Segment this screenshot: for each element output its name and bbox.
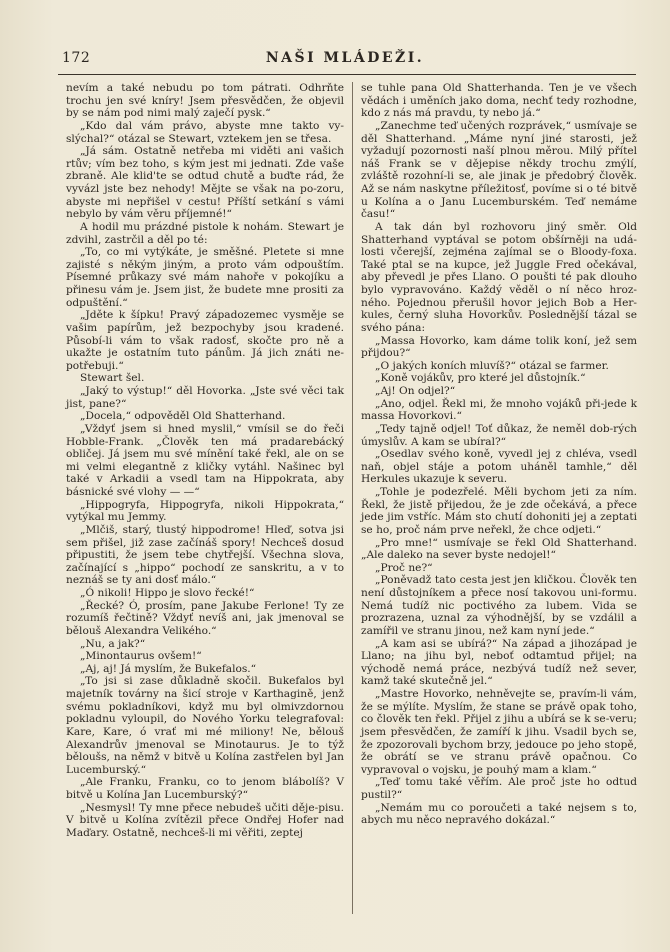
paragraph: „Řecké? Ó, prosím, pane Jakube Ferlone! Ty ze rozumíš řečtině? Vždyť nevíš ani, jak jmenoval se bělouš Alexandra Velikého.“ xyxy=(66,599,344,637)
paragraph: A tak dán byl rozhovoru jiný směr. Old Shatterhand vyptával se potom obšírněji na udá-losti včerejší, zejména zajímal se o Bloody-foxa. Také ptal se na kupce, jež Juggle Fred očekával, aby převedl je přes Llano. O poušti té pak dlouho bylo vypravováno. Každý věděl o ní něco hroz-ného. Pojednou přerušil hovor jejich Bob a Her-kules, černý sluha Hovorkův. Poslednější tázal se svého pána: xyxy=(361,220,637,334)
paragraph: Stewart šel. xyxy=(80,372,145,385)
paragraph: „Já sám. Ostatně netřeba mi viděti ani vašich rtův; vím bez toho, s kým jest mi jednati. Zde vaše zbraně. Ale klid'te se odtud chutě a buďte rád, že vyvázl jste bez nehody! Mějte se však na po-zoru, abyste mi nepřišel v cestu! Příští setkání s vámi nebylo by vám věru příjemné!“ xyxy=(66,145,344,221)
paragraph: „Nesmysl! Ty mne přece nebudeš učiti děje-pisu. V bitvě u Kolína zvítězil přece Ondřej Hofer nad Maďary. Ostatně, nechceš-li mi věřiti, zeptej xyxy=(66,801,344,839)
paragraph: „Ó nikoli! Hippo je slovo řecké!“ xyxy=(80,587,255,599)
paragraph: „Teď tomu také věřím. Ale proč jste ho odtud pustil?“ xyxy=(361,776,637,801)
paragraph: „Tedy tajně odjel! Toť důkaz, že neměl dob-rých úmyslův. A kam se ubíral?“ xyxy=(361,422,637,448)
paragraph: „Proč ne?“ xyxy=(375,561,433,574)
paragraph: „A kam asi se ubírá?“ Na západ a jihozápad je Llano; na jihu byl, neboť odtamtud přijel; na východě nemá práce, nezbývá tudíž než sever, kamž také skutečně jel.“ xyxy=(361,637,637,688)
paragraph: „Tohle je podezřelé. Měli bychom jeti za ním. Řekl, že jistě přijedou, že je zde očekává, a přece jede jim vstříc. Mám sto chutí dohoniti jej a zeptati se ho, proč nám prve neřekl, že chce odjeti.“ xyxy=(361,486,637,536)
right-column xyxy=(361,82,637,827)
paragraph: „Ano, odjel. Řekl mi, že mnoho vojáků při-jede k massa Hovorkovi.“ xyxy=(361,397,637,423)
paragraph: „Zanechme teď učených rozprávek,“ usmívaje se děl Shatterhand. „Máme nyní jiné starosti, jež vyžadují pozornosti naší plnou měrou. Milý přítel náš Frank se v dějepise někdy trochu zmýlí, zvláště rozohní-li se, ale jinak je předobrý člověk. Až se nám naskytne příležitosť, povíme si o té bitvě u Kolína a o Janu Lucemburském. Teď nemáme času!“ xyxy=(361,119,637,221)
running-title: NAŠI MLÁDEŽI. xyxy=(265,50,425,66)
paragraph: A hodil mu prázdné pistole k nohám. Stewart je zdvihl, zastrčil a děl po té: xyxy=(66,220,344,246)
paragraph: „Hippogryfa, Hippogryfa, nikoli Hippokrata,“ vytýkal mu Jemmy. xyxy=(66,498,344,524)
column-divider xyxy=(352,82,353,914)
paragraph: „Kdo dal vám právo, abyste mne takto vy-slýchal?“ otázal se Stewart, vztekem jen se třesa. xyxy=(66,119,344,145)
paragraph: se tuhle pana Old Shatterhanda. Ten je ve všech vědách i uměních jako doma, nechť tedy rozhodne, kdo z nás má pravdu, ty nebo já.“ xyxy=(361,82,637,120)
left-column xyxy=(66,82,344,840)
paragraph: „Poněvadž tato cesta jest jen kličkou. Člověk ten není důstojníkem a přece nosí takovou uni-formu. Nemá tudíž nic poctivého za lubem. Vida se prozrazena, uznal za výhodnější, by se vzdálil a zamířil ve stranu jinou, než kam nyní jede.“ xyxy=(361,574,637,637)
paragraph: „Nemám mu co poroučeti a také nejsem s to, abych mu něco nepravého dokázal.“ xyxy=(361,801,637,827)
page-header xyxy=(56,50,634,72)
paragraph: „Osedlav svého koně, vyvedl jej z chléva, vsedl naň, objel stáje a potom uháněl tamhle,“ děl Herkules ukazuje k severu. xyxy=(361,448,637,486)
paragraph: „Aj, aj! Já myslím, že Bukefalos.“ xyxy=(80,662,257,675)
paragraph: „Minontaurus ovšem!“ xyxy=(80,650,202,663)
paragraph: „To jsi si zase důkladně skočil. Bukefalos byl majetník továrny na šicí stroje v Karthagině, jenž svému pokladníkovi, když mu byl olmivzdornou pokladnu vyloupil, do Nového Yorku telegrafoval: Kare, Kare, ó vrať mi mé miliony! Ne, bělouš Alexandrův jmenoval se Minotaurus. Je to týž běloušs, na němž v bitvě u Kolína zastřelen byl Jan Lucemburský.“ xyxy=(66,675,344,776)
paragraph: „Ale Franku, Franku, co to jenom blábolíš? V bitvě u Kolína Jan Lucemburský?“ xyxy=(66,776,344,801)
paragraph: „Pro mne!“ usmívaje se řekl Old Shatterhand. „Ale daleko na sever byste nedojel!“ xyxy=(361,536,637,562)
paragraph: „Docela,“ odpověděl Old Shatterhand. xyxy=(80,410,286,423)
paragraph: „O jakých koních mluvíš?“ otázal se farmer. xyxy=(375,359,609,372)
paragraph: nevím a také nebudu po tom pátrati. Odhrňte trochu jen své kníry! Jsem přesvědčen, že objevil by se nám pod nimi malý zaječí pysk.“ xyxy=(66,82,344,120)
paragraph: „Jděte k šípku! Pravý západozemec vysměje se vašim papírům, jež bezpochyby jsou kradené. Působí-li vám to však radosť, skočte pro ně a ukažte je ostatním tuto pánům. Já jich znáti ne-potřebuji.“ xyxy=(66,309,344,372)
paragraph: „Jaký to výstup!“ děl Hovorka. „Jste své věci tak jist, pane?“ xyxy=(66,385,344,410)
paragraph: „Vždyť jsem si hned myslil,“ vmísil se do řeči Hobble-Frank. „Člověk ten má pradarebácký obličej. Já jsem mu své mínění také řekl, ale on se mi velmi elegantně z kličky vytáhl. Našinec byl také v Arkadii a vsedl tam na Hippokrata, aby básnické své vlohy — —“ xyxy=(66,422,344,498)
paragraph: „Aj! On odjel?“ xyxy=(375,385,456,397)
paragraph: „Massa Hovorko, kam dáme tolik koní, jež sem přijdou?“ xyxy=(361,334,637,360)
paragraph: „Nu, a jak?“ xyxy=(80,637,146,650)
paragraph: „Mastre Hovorko, nehněvejte se, pravím-li vám, že se mýlíte. Myslím, že stane se právě opak toho, co člověk ten řekl. Přijel z jihu a ubírá se k se-veru; jsem přesvědčen, že zamíří k jihu. Vsadil bych se, že zpozorovali bychom brzy, jedouce po jeho stopě, že obrátí se ve stranu právě opačnou. Co vypravoval o vojsku, je pouhý mam a klam.“ xyxy=(361,688,637,776)
page-number: 172 xyxy=(62,50,91,66)
paragraph: „To, co mi vytýkáte, je směšné. Pletete si mne zajisté s někým jiným, a proto vám odpouštím. Písemné průkazy své mám nahoře v pokojíku a přinesu vám je. Jsem jist, že budete mne prositi za odpuštění.“ xyxy=(66,246,344,309)
header-rule xyxy=(58,74,636,75)
paragraph: „Koně vojákův, pro které jel důstojník.“ xyxy=(375,372,586,385)
paragraph: „Mlčiš, starý, tlustý hippodrome! Hleď, sotva jsi sem přišel, již zase začínáš spory! Nechceš dosud připustiti, že jsem tebe chytřejší. Všechna slova, začínající s „hippo“ pochodí ze sanskritu, a v to neznáš se ty ani dosť málo.“ xyxy=(66,523,344,587)
